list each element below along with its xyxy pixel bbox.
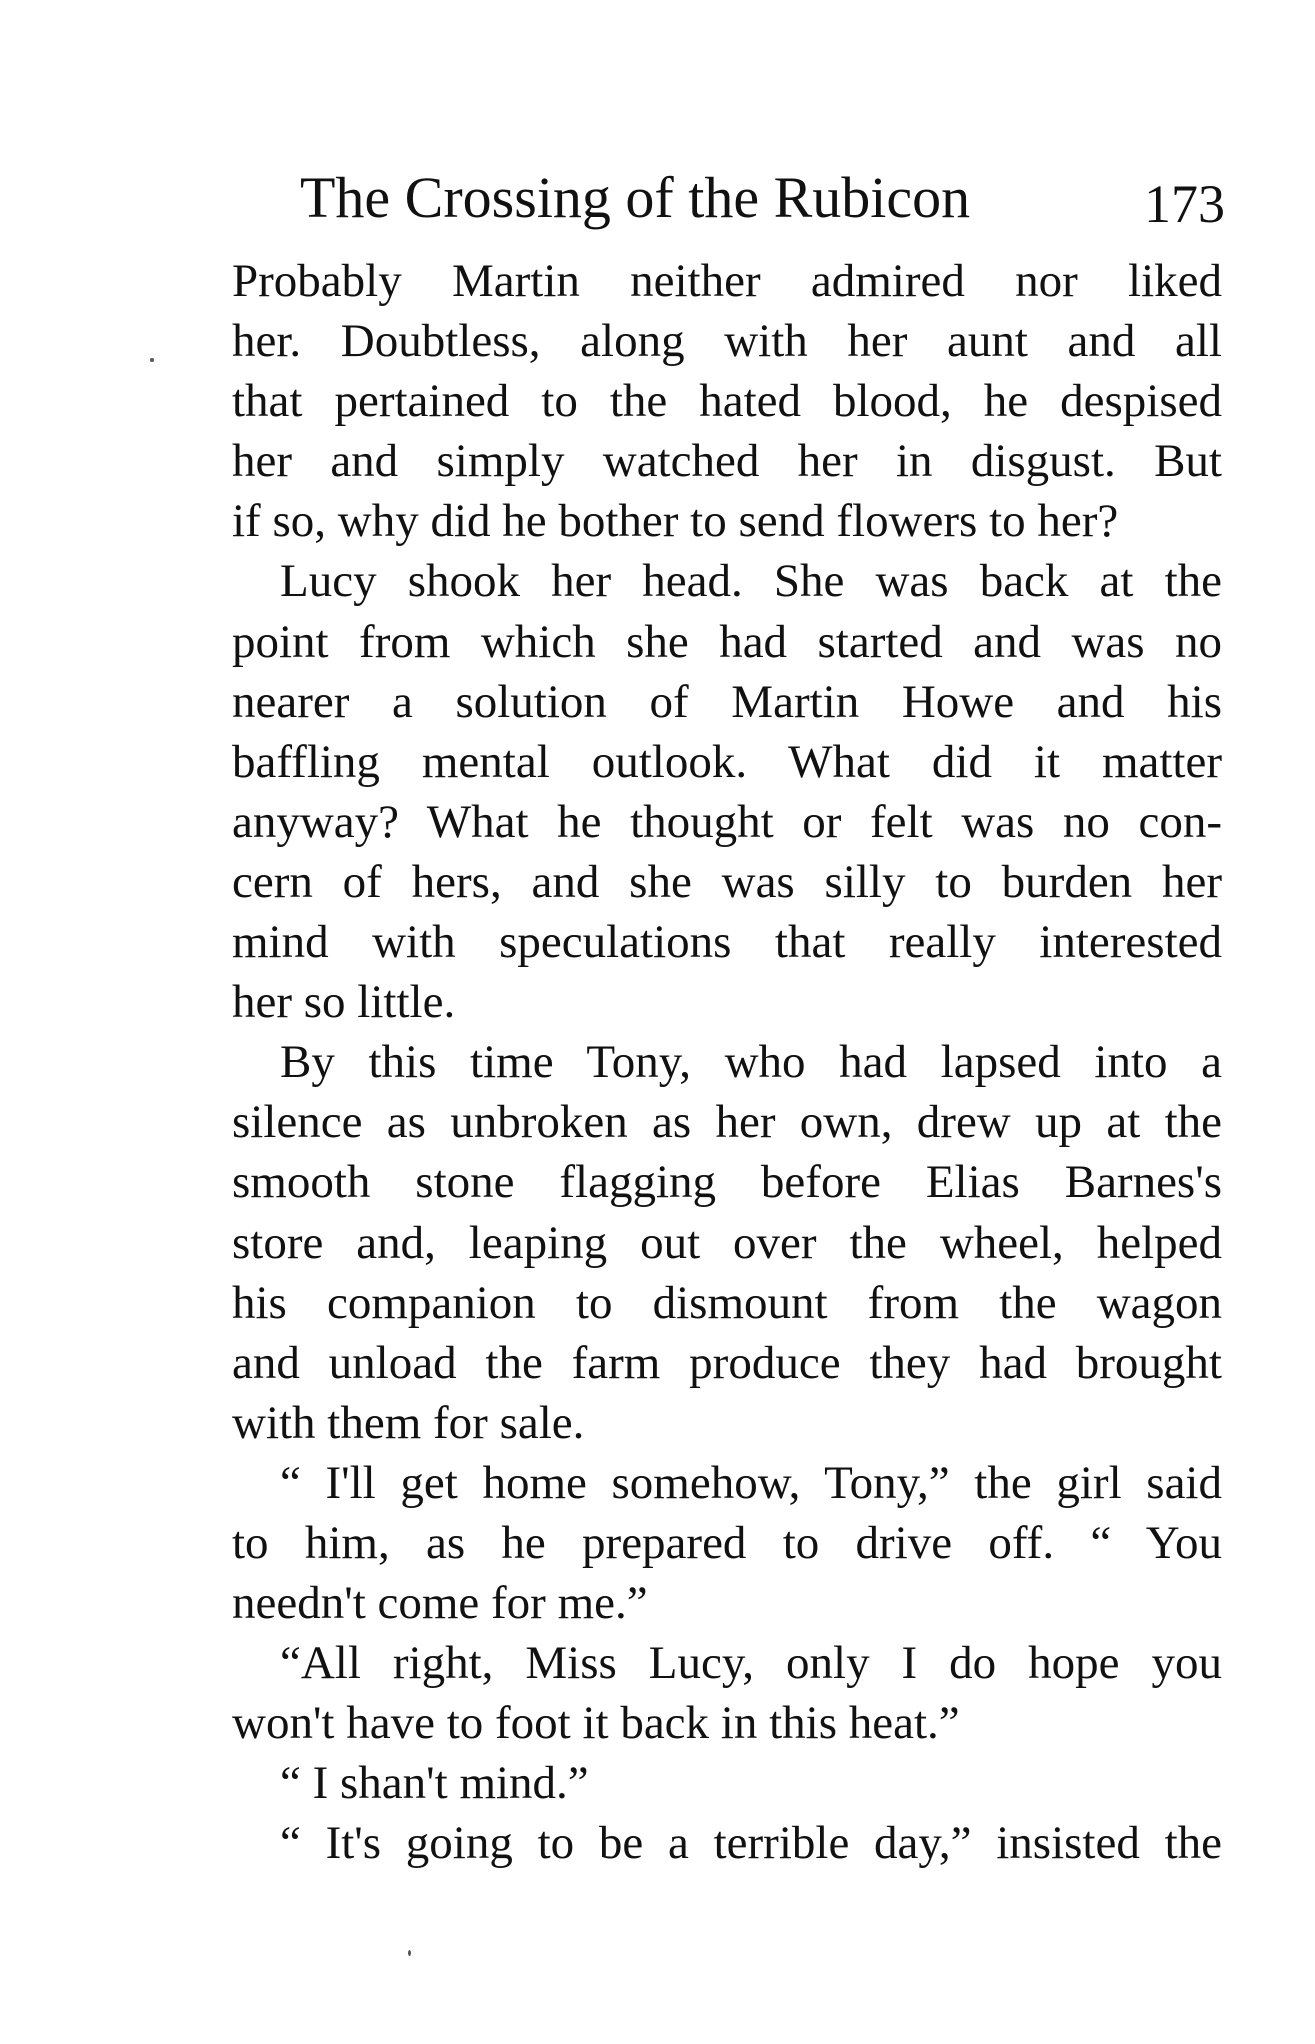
text-line: to him, as he prepared to drive off. “ You xyxy=(232,1516,1222,1569)
text-line: “ It's going to be a terrible day,” insisted the xyxy=(280,1817,1222,1870)
text-line: mind with speculations that really interested xyxy=(232,916,1222,969)
text-line: baffling mental outlook. What did it matter xyxy=(232,735,1222,788)
text-line: her and simply watched her in disgust. But xyxy=(232,435,1222,488)
text-line: needn't come for me.” xyxy=(232,1577,648,1630)
paper-speck xyxy=(150,358,154,362)
running-head xyxy=(300,158,1225,238)
text-line: that pertained to the hated blood, he despised xyxy=(232,375,1222,428)
text-line: his companion to dismount from the wagon xyxy=(232,1276,1222,1329)
text-line: smooth stone flagging before Elias Barnes's xyxy=(232,1156,1222,1209)
text-line: with them for sale. xyxy=(232,1396,585,1449)
paper-speck xyxy=(408,1950,411,1956)
text-line: her. Doubtless, along with her aunt and all xyxy=(232,315,1222,368)
text-line: Lucy shook her head. She was back at the xyxy=(280,555,1222,608)
text-line: if so, why did he bother to send flowers to her? xyxy=(232,495,1119,548)
page-number: 173 xyxy=(1144,174,1225,234)
text-line: store and, leaping out over the wheel, helped xyxy=(232,1216,1222,1269)
text-line: her so little. xyxy=(232,976,456,1029)
text-line: won't have to foot it back in this heat.” xyxy=(232,1697,960,1750)
text-line: Probably Martin neither admired nor liked xyxy=(232,255,1222,307)
text-line: silence as unbroken as her own, drew up at the xyxy=(232,1096,1222,1149)
text-line: and unload the farm produce they had brought xyxy=(232,1336,1222,1389)
text-line: “ I shan't mind.” xyxy=(280,1757,589,1810)
chapter-title: The Crossing of the Rubicon xyxy=(300,165,971,230)
text-line: point from which she had started and was no xyxy=(232,615,1222,668)
text-line: “All right, Miss Lucy, only I do hope you xyxy=(280,1637,1222,1690)
text-line: nearer a solution of Martin Howe and his xyxy=(232,675,1222,728)
text-line: anyway? What he thought or felt was no con- xyxy=(232,795,1222,848)
body-text xyxy=(232,251,1222,1874)
text-line: cern of hers, and she was silly to burden her xyxy=(232,855,1222,908)
text-line: “ I'll get home somehow, Tony,” the girl said xyxy=(280,1456,1222,1509)
text-line: By this time Tony, who had lapsed into a xyxy=(280,1036,1222,1089)
